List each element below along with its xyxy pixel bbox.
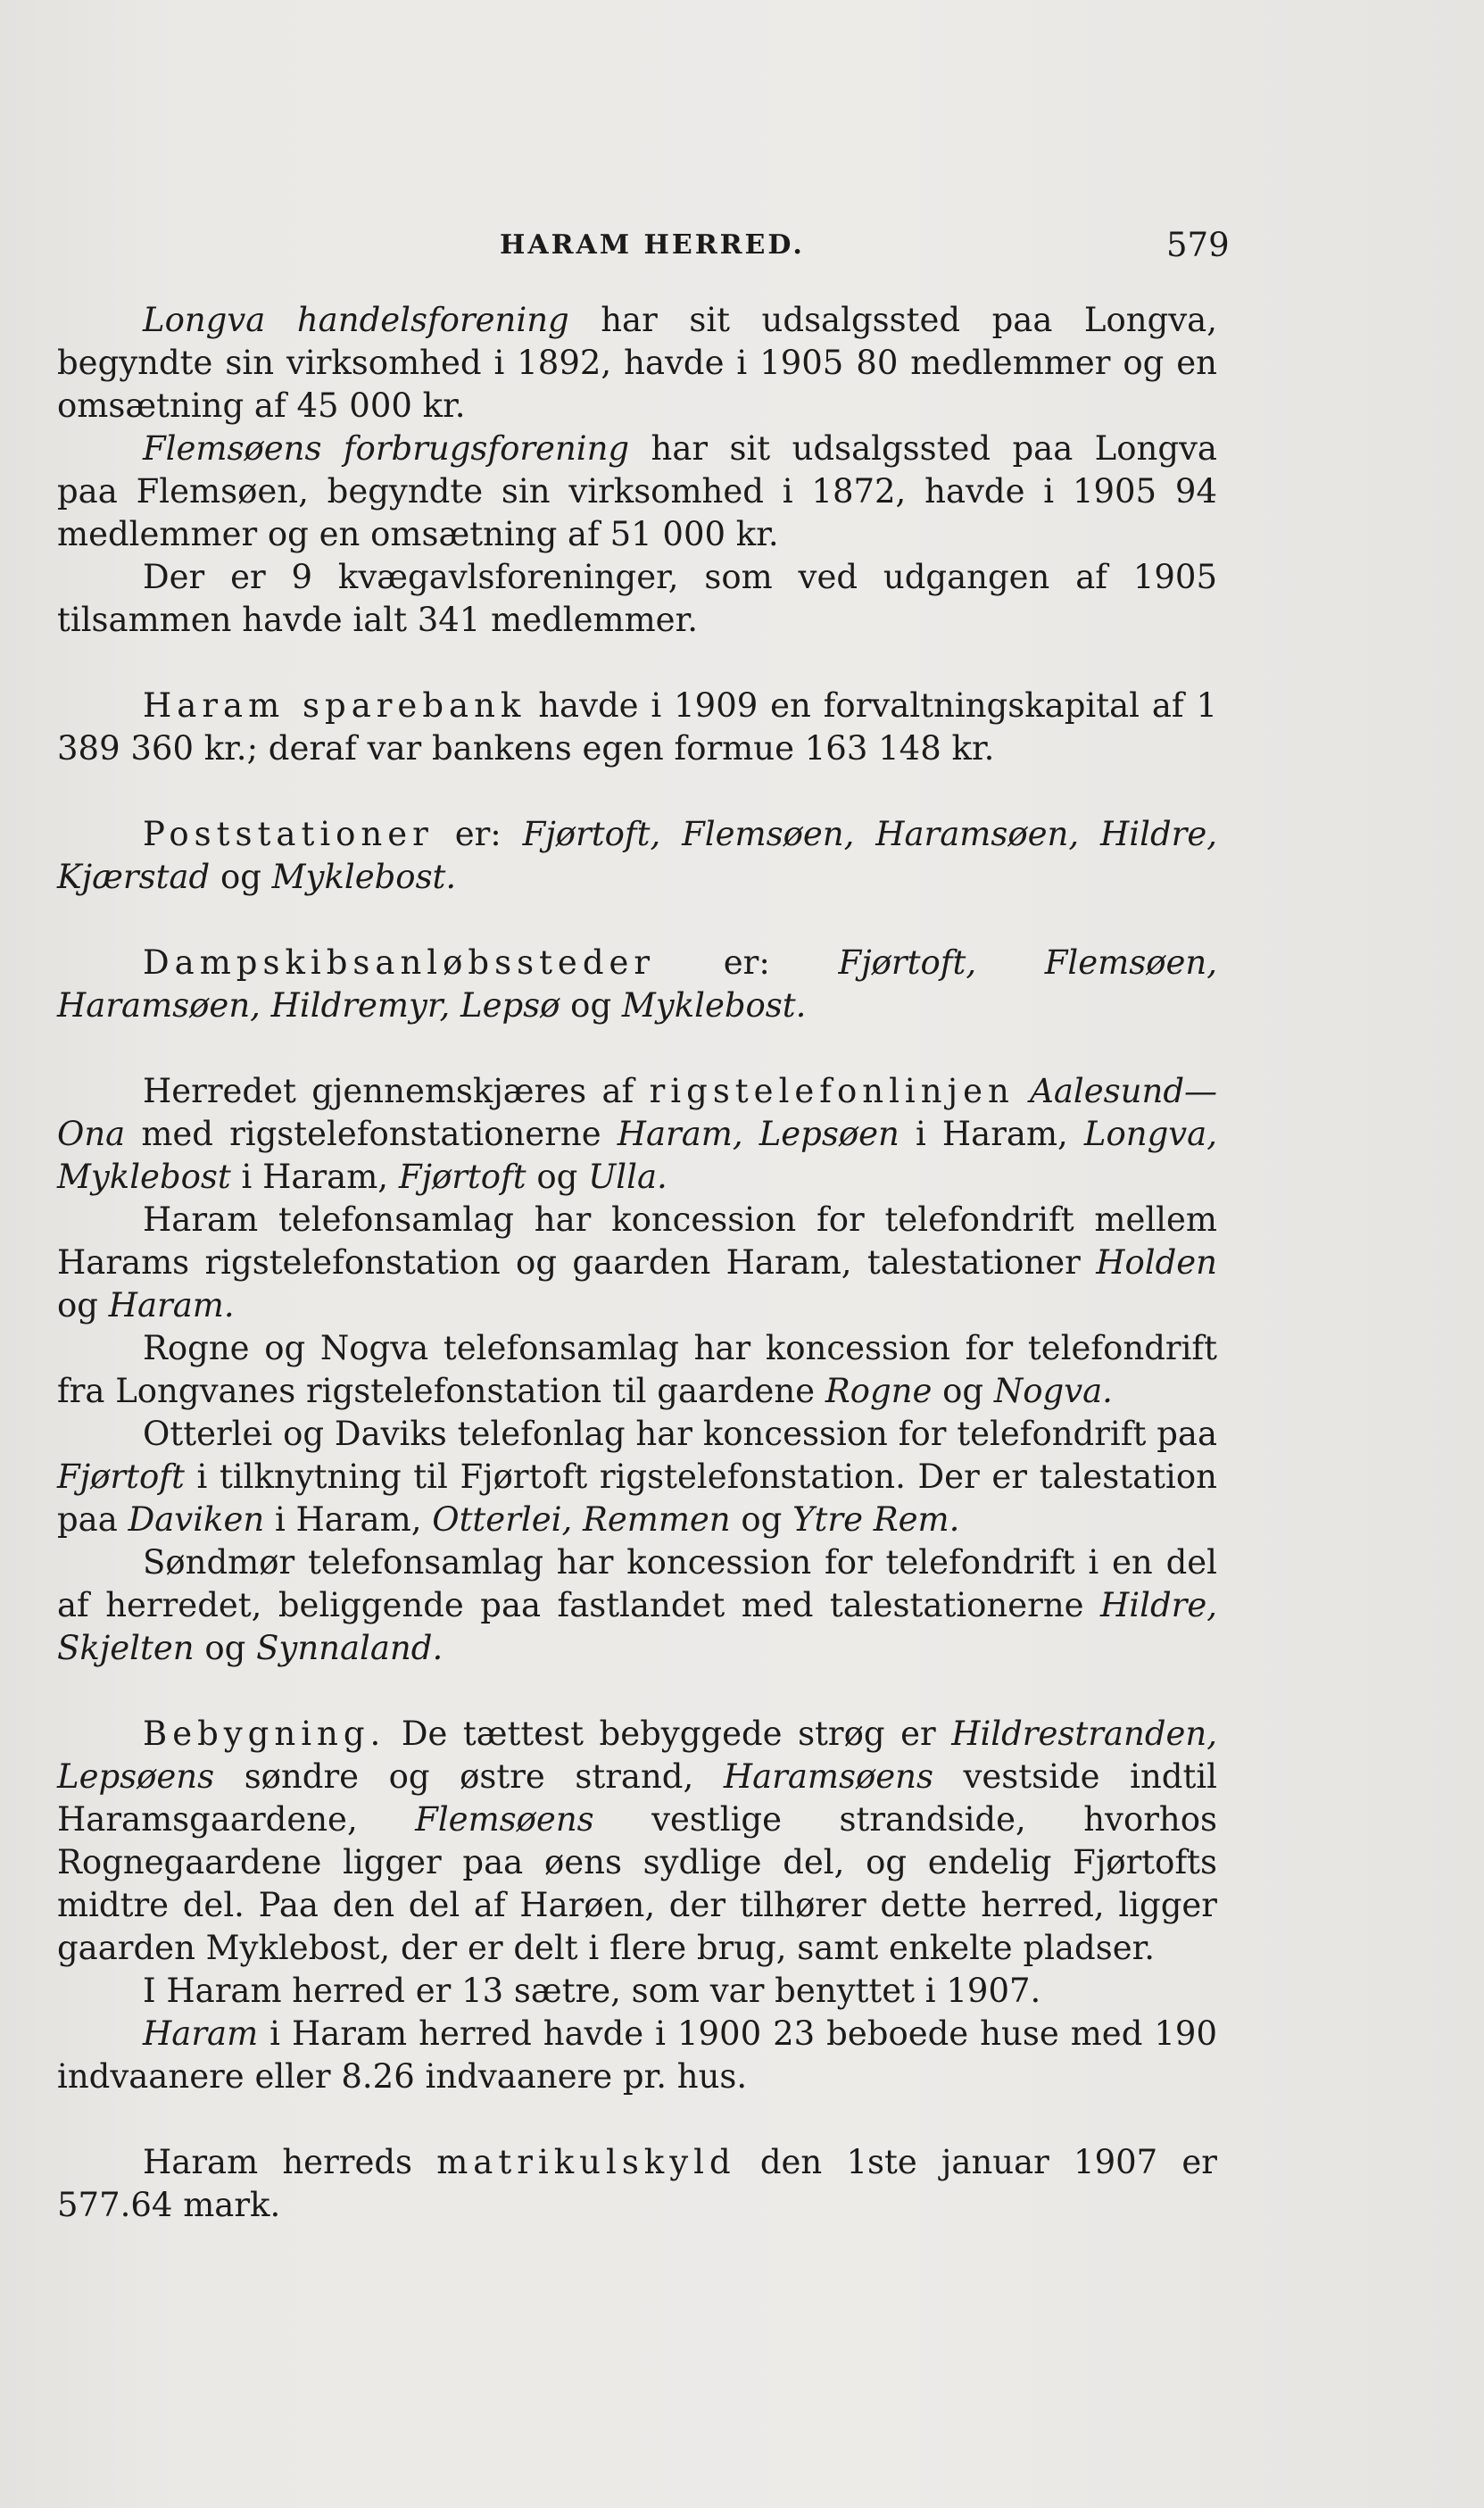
- italic-text: Hildre, Skjelten: [57, 1586, 1217, 1667]
- spaced-text: Dampskibsanløbssteder: [143, 943, 656, 982]
- text-run: De tættest bebyggede strøg er: [386, 1715, 952, 1753]
- italic-text: Longva handelsforening: [143, 301, 569, 339]
- spaced-text: Bebygning.: [143, 1715, 386, 1753]
- italic-text: Holden: [1096, 1243, 1217, 1282]
- text-run: og: [560, 986, 622, 1025]
- page-number: 579: [1166, 226, 1230, 264]
- spaced-text: Haram sparebank: [143, 686, 526, 725]
- text-run: [1015, 1072, 1030, 1110]
- text-run: med rigstelefonstationerne: [125, 1115, 618, 1153]
- text-run: Der er 9 kvægavlsforeninger, som ved udgangen af 1905 tilsammen havde ialt 341 medlemmer.: [57, 558, 1217, 639]
- paragraph: [57, 685, 1217, 770]
- paragraph: [57, 813, 1217, 899]
- italic-text: Aalesund—Ona: [57, 1072, 1217, 1153]
- italic-text: Hildrestranden, Lepsøens: [57, 1715, 1217, 1796]
- text-run: og: [932, 1372, 994, 1410]
- spaced-text: rigstelefonlinjen: [649, 1072, 1015, 1110]
- italic-text: Flemsøens forbrugsforening: [143, 429, 630, 468]
- paragraph: [57, 2141, 1217, 2227]
- text-run: Otterlei og Daviks telefonlag har koncession for telefondrift paa: [143, 1415, 1217, 1453]
- text-run: Haram telefonsamlag har koncession for telefondrift mellem Harams rigstelefonstation og gaarden Haram, talestationer: [57, 1200, 1217, 1282]
- text-run: Søndmør telefonsamlag har koncession for telefondrift i en del af herredet, beliggende paa fastlandet med talestationerne: [57, 1543, 1217, 1624]
- paragraph: [57, 428, 1217, 556]
- paragraph: [57, 2013, 1217, 2098]
- italic-text: Rogne: [825, 1372, 933, 1410]
- text-run: havde i 1909 en forvaltningskapital af 1 389 360 kr.; deraf var bankens egen formue 163 148 kr.: [57, 686, 1217, 768]
- text-run: i tilknytning til Fjørtoft rigstelefonstation. Der er talestation paa: [57, 1457, 1217, 1539]
- running-header: [0, 226, 1484, 274]
- text-run: søndre og østre strand,: [214, 1757, 724, 1796]
- spaced-text: Poststationer: [143, 815, 434, 853]
- italic-text: Ulla.: [588, 1158, 667, 1196]
- text-run: vestlige strandside, hvorhos Rognegaardene ligger paa øens sydlige del, og endelig Fjørtofts midtre del. Paa den del af Harøen, der tilhører dette herred, ligger gaarden Myklebost, der er delt i flere brug, samt enkelte pladser.: [57, 1800, 1217, 1967]
- italic-text: Daviken: [128, 1500, 265, 1539]
- text-run: den 1ste januar 1907 er 577.64 mark.: [57, 2143, 1217, 2224]
- paragraph: [57, 1541, 1217, 1670]
- italic-text: Nogva.: [993, 1372, 1113, 1410]
- italic-text: Fjørtoft: [398, 1158, 526, 1196]
- text-run: og: [730, 1500, 793, 1539]
- text-run: og: [526, 1158, 589, 1196]
- paragraph: [57, 1070, 1217, 1199]
- text-run: er:: [655, 943, 839, 982]
- paragraph: [57, 1413, 1217, 1541]
- italic-text: Fjørtoft: [57, 1457, 185, 1496]
- paragraph: [57, 1713, 1217, 1970]
- italic-text: Fjørtoft, Flemsøen, Haramsøen, Hildre, Kjærstad: [57, 815, 1217, 896]
- paragraph: [57, 1970, 1217, 2013]
- italic-text: Synnaland.: [256, 1629, 444, 1667]
- running-title: HARAM HERRED.: [500, 229, 805, 261]
- italic-text: Haram.: [108, 1286, 235, 1325]
- italic-text: Otterlei, Remmen: [432, 1500, 731, 1539]
- italic-text: Haram: [143, 2014, 259, 2053]
- text-run: Rogne og Nogva telefonsamlag har koncession for telefondrift fra Longvanes rigstelefonstation til gaardene: [57, 1329, 1217, 1410]
- text-run: i Haram,: [899, 1115, 1084, 1153]
- text-run: har sit udsalgssted paa Longva, begyndte sin virksomhed i 1892, havde i 1905 80 medlemmer og en omsætning af 45 000 kr.: [57, 301, 1217, 425]
- italic-text: Flemsøens: [415, 1800, 594, 1839]
- spaced-text: matrikulskyld: [436, 2143, 736, 2181]
- text-run: og: [210, 858, 272, 896]
- paragraph: [57, 556, 1217, 642]
- text-run: i Haram,: [230, 1158, 399, 1196]
- italic-text: Longva, Myklebost: [57, 1115, 1217, 1196]
- text-run: i Haram herred havde i 1900 23 beboede huse med 190 indvaanere eller 8.26 indvaanere pr. hus.: [57, 2014, 1217, 2096]
- text-run: og: [57, 1286, 109, 1325]
- italic-text: Haram, Lepsøen: [617, 1115, 900, 1153]
- text-run: vestside indtil Haramsgaardene,: [57, 1757, 1217, 1839]
- paragraph: [57, 299, 1217, 428]
- italic-text: Myklebost.: [621, 986, 807, 1025]
- italic-text: Myklebost.: [271, 858, 457, 896]
- text-run: er:: [433, 815, 523, 853]
- text-run: Herredet gjennemskjæres af: [143, 1072, 650, 1110]
- paragraph: [57, 1327, 1217, 1413]
- text-run: og: [194, 1629, 257, 1667]
- italic-text: Haramsøens: [723, 1757, 933, 1796]
- italic-text: Ytre Rem.: [792, 1500, 960, 1539]
- paragraph: [57, 1199, 1217, 1327]
- italic-text: Fjørtoft, Flemsøen, Haramsøen, Hildremyr, Lepsø: [57, 943, 1218, 1025]
- text-run: har sit udsalgssted paa Longva paa Flemsøen, begyndte sin virksomhed i 1872, havde i 1905 94 medlemmer og en omsætning af 51 000 kr.: [57, 429, 1217, 553]
- text-run: Haram herreds: [143, 2143, 437, 2181]
- page-body: [57, 299, 1217, 2227]
- paragraph: [57, 942, 1217, 1027]
- text-run: i Haram,: [264, 1500, 433, 1539]
- text-run: I Haram herred er 13 sætre, som var benyttet i 1907.: [143, 1972, 1041, 2010]
